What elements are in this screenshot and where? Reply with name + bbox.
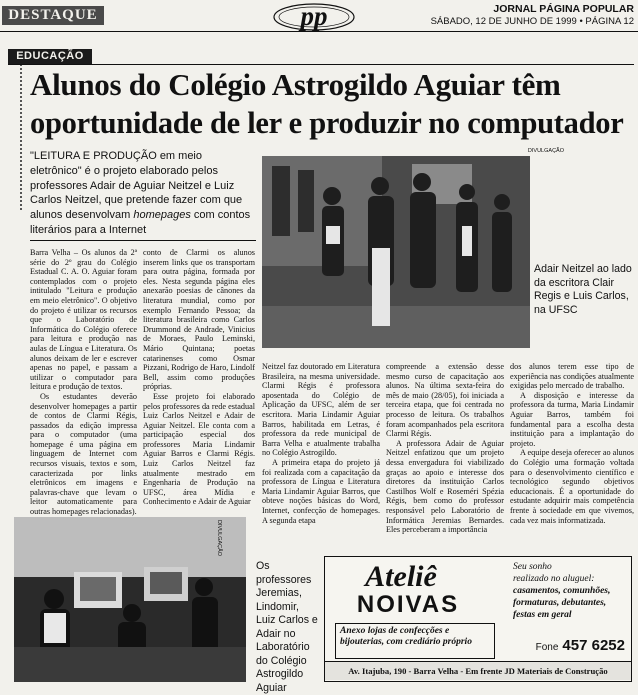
col4-paragraph-2: A professora Adair de Aguiar Neitzel enfatizou que um projeto dessa envergadura foi viabilizado graças ao apoio e interesse dos diretores da instituição Carlos Castilhos Wolf e Roseméri Spézia Régis, bem como do professor responsável pelo Laboratório de Informática Jeremias Bernardes. Eles perceberam a importância <box>386 438 504 535</box>
ad-brand-top: Ateliê <box>365 560 437 593</box>
ad-phone-label: Fone <box>535 642 559 653</box>
logo-text: pp <box>300 1 328 31</box>
photo2-credit: DIVULGAÇÃO <box>216 520 222 557</box>
logo <box>272 2 356 32</box>
lead-part-1: "LEITURA E PRODUÇÃO em meio eletrônico" é o projeto elaborado pelos professores Adair de Aguiar Neitzel e Luiz Carlos Neitzel, que pretende fazer com que alunos desenvolvam <box>30 150 243 222</box>
dateline: SÁBADO, 12 DE JUNHO DE 1999 • PÁGINA 12 <box>430 16 634 27</box>
ad-box <box>324 556 632 682</box>
photo2-caption: Os professores Jeremias, Lindomir, Luiz Carlos e Adair no Laboratório do Colégio Astrogildo Aguiar <box>256 560 318 694</box>
ad-phone <box>507 637 625 655</box>
col5-paragraph-2: A disposição e interesse da professora da turma, Maria Lindamir Aguiar Barros, também foi fundamental para a escolha desta instituição para a implantação do projeto. <box>510 390 634 448</box>
body-column-2 <box>143 248 255 507</box>
photo1-scene <box>262 156 530 348</box>
body-column-5 <box>510 362 634 525</box>
ad-tagline-2: realizado no aluguel: <box>513 574 595 584</box>
ad-address: Av. Itajuba, 190 - Barra Velha - Em frente JD Materiais de Construção <box>325 661 631 680</box>
col3-paragraph-1: Neitzel faz doutorado em Literatura Brasileira, na mesma universidade. Clarmi Régis é professora aposentada do Colégio de Aplicação da UFSC, além de ser escritora. Maria Lindamir Aguiar Barros, habilitada em Letras, é professora da rede municipal de Barra Velha e atualmente trabalha no Colégio Astrogildo. <box>262 362 380 458</box>
photo2-scene <box>14 517 246 682</box>
kicker: EDUCAÇÃO <box>8 49 92 64</box>
paper-name: JORNAL PÁGINA POPULAR <box>493 3 634 15</box>
body-column-1 <box>30 248 137 526</box>
margin-dots <box>20 60 22 210</box>
col1-paragraph-2: Os estudantes deverão desenvolver homepages a partir de contos de Clarmi Régis, passados da edição impressa para o computador (uma homepage é uma página em linguagem de Internet com recursos visuais, textos e som, caracterizada por links eletrônicos em imagens e palavras-chave que levam o leitor automaticamente para outras homepages relacionadas). <box>30 391 137 517</box>
body-column-3 <box>262 362 380 525</box>
lead-italic: homepages <box>133 209 191 222</box>
photo-computer-lab <box>14 517 246 682</box>
photo1-credit: DIVULGAÇÃO <box>527 148 564 154</box>
col3-paragraph-2: A primeira etapa do projeto já foi realizada com a capacitação da professora de Língua e Literatura Maria Lindamir Aguiar Barros, que obteve noções básicas do Word, Internet, confecção de homepages. A segunda etapa <box>262 457 380 525</box>
headline-line-2: oportunidade de ler e produzir no computador <box>30 106 624 140</box>
headline <box>30 66 636 142</box>
lead-text <box>30 149 256 238</box>
lead-part-2: com contos literários para a Internet <box>30 209 251 236</box>
header-rule <box>0 31 638 32</box>
ad-phone-number: 457 6252 <box>562 637 625 654</box>
col4-paragraph-1: compreende a extensão desse mesmo curso de capacitação aos alunos. Na última sexta-feira do mês de maio (28/05), foi iniciada a terceira etapa, que foi centrada no processo de leitura. Os trabalhos foram acompanhados pela escritora Clarmi Régis. <box>386 362 504 439</box>
ad-tagline-1: Seu sonho <box>513 562 552 572</box>
lead-rule <box>30 240 256 241</box>
col5-paragraph-3: A equipe deseja oferecer ao alunos do Colégio uma formação voltada para o desenvolvimento científico e tecnológico segundo objetivos educacionais. É a oportunidade do estudante adquirir mais competência frente à sociedade em que vivemos, cada vez mais informatizada. <box>510 448 634 525</box>
col2-paragraph-2: Esse projeto foi elaborado pelos professores da rede estadual Luiz Carlos Neitzel e Adair de Aguiar Neitzel. Ele conta com a participação especial dos professores Maria Lindamir Aguiar Barros e Clarmi Régis. Luiz Carlos Neitzel faz atualmente mestrado em Engenharia de Produção na UFSC, área Mídia e Conhecimento e Adair de Aguiar <box>143 391 255 507</box>
photo1-caption: Adair Neitzel ao lado da escritora Clair Regis e Luis Carlos, na UFSC <box>534 263 632 316</box>
photo-students-ufsc <box>262 156 530 348</box>
kicker-rule <box>8 64 634 65</box>
headline-line-1: Alunos do Colégio Astrogildo Aguiar têm <box>30 67 561 102</box>
ad-brand-bottom: NOIVAS <box>356 591 460 618</box>
ad-items: casamentos, comunhões, formaturas, debutantes, festas em geral <box>513 586 611 620</box>
col1-paragraph-1: Barra Velha – Os alunos da 2ª série do 2º grau do Colégio Estadual C. A. O. Aguiar foram contemplados com o projeto intitulado "Leitura e produção em meio eletrônico". O objetivo do projeto é utilizar os recursos que o Laboratório de Informática do Colégio oferece para leitura e produção nas aulas de Língua e Literatura. Os alunos deixam de ler e escrever apenas no papel, e passam a utilizar o computador para leitura e produção de textos. <box>30 248 137 392</box>
section-tag: DESTAQUE <box>2 6 104 25</box>
col5-paragraph-1: dos alunos terem esse tipo de experiência nas condições atualmente exigidas pelo mercado de trabalho. <box>510 362 634 391</box>
col2-paragraph-1: conto de Clarmi os alunos inserem links que os transportam para outra página, formada por eles. Nesta segunda página eles anexarão poesias de cânones da literatura mundial, como por exemplo Fernando Pessoa; da literatura brasileira como Carlos Drummond de Andrade, Vinicius de Moraes, Paulo Leminski, Mário Quintana; poetas catarinenses como Osmar Pizzani, Rodrigo de Haro, Lindolf Bell, assim como produções próprias. <box>143 248 255 392</box>
body-column-4 <box>386 362 504 535</box>
ad-annex: Anexo lojas de confecções e bijouterias, com crediário próprio <box>335 623 495 659</box>
